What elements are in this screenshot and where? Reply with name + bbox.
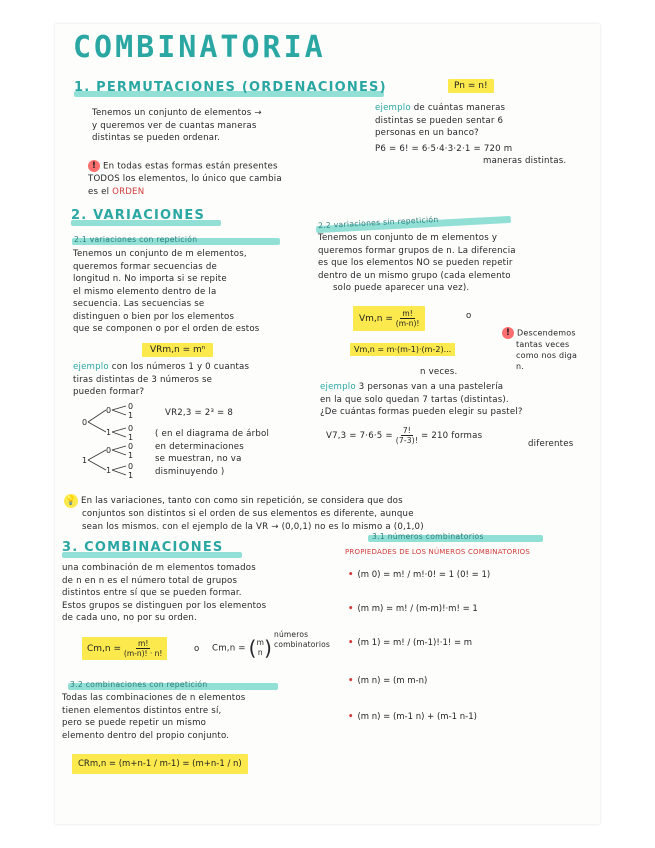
or-text: o: [194, 644, 200, 654]
vr-formula: VRm,n = mⁿ: [142, 343, 213, 357]
tree-leaf: 1: [128, 411, 134, 420]
tree-diagram: [66, 402, 166, 482]
warning-icon: !: [88, 160, 100, 172]
tree-mid-0: 0: [106, 406, 112, 415]
combinaciones-con-repeticion-heading: 3.2 combinaciones con repetición: [70, 680, 208, 689]
property-item: • (m 1) = m! / (m-1)!·1! = m: [348, 638, 473, 648]
tree-note: ( en el diagrama de árbol en determinaciones se muestran, no va disminuyendo ): [155, 429, 270, 477]
tree-mid-1: 1: [106, 428, 112, 437]
lightbulb-icon: 💡: [65, 496, 77, 506]
variaciones-sin-repeticion-heading: 2.2 variaciones sin repetición: [317, 214, 439, 231]
n-veces-note: n veces.: [420, 367, 458, 377]
tree-leaf: 0: [128, 424, 134, 433]
c-binomial-formula: Cm,n = ( m n ): [212, 635, 273, 660]
tree-leaf: 0: [128, 462, 134, 471]
permutation-formula: Pn = n!: [448, 79, 494, 93]
permutaciones-warning: ! En todas estas formas están presentes TODOS los elementos, lo único que cambia es el ORDEN: [88, 161, 282, 197]
v-example: ejemplo 3 personas van a una pastelería en la que solo quedan 7 tartas (distintas). ¿De cuántas formas pueden elegir su pastel?: [320, 382, 523, 417]
tree-mid-2: 0: [106, 446, 112, 455]
combinaciones-definition: una combinación de m elementos tomados de n en n es el número total de grupos distintos entre sí que se pueden formar. Estos grupos se distinguen por los elementos de cada uno, no por su orden.: [62, 563, 267, 623]
v-product-formula: Vm,n = m·(m-1)·(m-2)...: [350, 343, 455, 356]
property-item: • (m n) = (m m-n): [348, 676, 428, 686]
descend-warning: ! Descendemos tantas veces como nos diga n.: [502, 327, 602, 372]
variaciones-con-repeticion-heading: 2.1 variaciones con repetición: [74, 235, 198, 244]
tree-mid-3: 1: [106, 466, 112, 475]
vr-calc: VR2,3 = 2³ = 8: [165, 408, 234, 418]
cr-formula: CRm,n = (m+n-1 / m-1) = (m+n-1 / n): [72, 754, 248, 774]
v-example-result-tail: diferentes: [528, 439, 574, 449]
tree-leaf: 0: [128, 402, 134, 411]
combinaciones-heading: 3. COMBINACIONES: [62, 540, 224, 555]
v-example-calc: V7,3 = 7·6·5 = $\frac{7!}{(7-3)!}$ = 210 formas: [326, 426, 483, 445]
property-item: • (m n) = (m-1 n) + (m-1 n-1): [348, 712, 477, 722]
permutaciones-heading: 1. PERMUTACIONES (ORDENACIONES): [74, 80, 387, 95]
v-formula: Vm,n = $\frac{m!}{(m-n)!}$: [353, 306, 425, 331]
warning-icon: !: [502, 327, 514, 339]
c-formula: Cm,n = $\frac{m!}{(m-n)! \cdot n!}$: [82, 637, 167, 660]
page-title: COMBINATORIA: [73, 30, 326, 65]
tree-leaf: 1: [128, 433, 134, 442]
variaciones-con-repeticion-definition: Tenemos un conjunto de m elementos, queremos formar secuencias de longitud n. No importa si se repite el mismo elemento dentro de la secuencia. Las secuencias se distinguen o bien por los elementos que se componen o por el orden de estos: [73, 249, 260, 334]
combinaciones-con-repeticion-definition: Todas las combinaciones de n elementos tienen elementos distintos entre sí, pero se puede repetir un mismo elemento dentro del propio conjunto.: [62, 693, 246, 741]
tree-leaf: 1: [128, 471, 134, 480]
tree-leaf: 0: [128, 442, 134, 451]
vr-example: ejemplo con los números 1 y 0 cuantas tiras distintas de 3 números se pueden formar?: [73, 362, 250, 397]
tree-leaf: 1: [128, 451, 134, 460]
propiedades-title: PROPIEDADES DE LOS NÚMEROS COMBINATORIOS: [345, 548, 531, 556]
variaciones-sin-repeticion-definition: Tenemos un conjunto de m elementos y queremos formar grupos de n. La diferencia es que los elementos NO se pueden repetir dentro de un mismo grupo (cada elemento solo puede aparecer una vez).: [318, 233, 516, 293]
tree-root-0: 0: [82, 418, 88, 427]
permutaciones-definition: Tenemos un conjunto de elementos → y queremos ver de cuantas maneras distintas se pueden ordenar.: [92, 108, 262, 143]
variaciones-order-note: 💡 En las variaciones, tanto con como sin repetición, se considera que dos conjuntos son distintos si el orden de sus elementos es diferente, aunque sean los mismos. con el ejemplo de la VR → (0,0,1) no es lo mismo a (0,1,0): [65, 496, 424, 532]
or-text: o: [466, 311, 472, 321]
numeros-combinatorios-heading: 3.1 números combinatorios: [372, 532, 484, 541]
variaciones-heading: 2. VARIACIONES: [71, 208, 206, 223]
permutaciones-example: ejemplo de cuántas maneras distintas se pueden sentar 6 personas en un banco? P6 = 6! = 6·5·4·3·2·1 = 720 m maneras distintas.: [375, 103, 567, 166]
numeros-combinatorios-note: números combinatorios: [274, 630, 331, 649]
property-item: • (m 0) = m! / m!·0! = 1 (0! = 1): [348, 570, 491, 580]
property-item: • (m m) = m! / (m-m)!·m! = 1: [348, 604, 478, 614]
tree-root-1: 1: [82, 456, 88, 465]
